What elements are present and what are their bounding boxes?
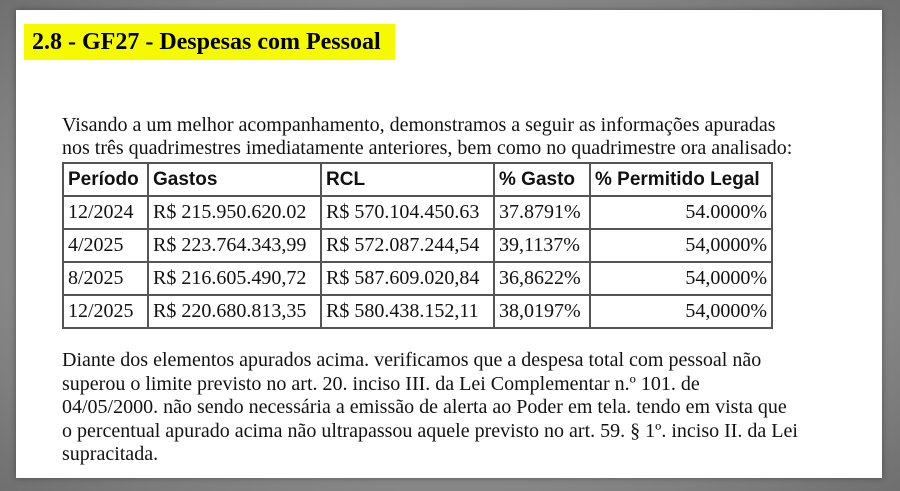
conclusion-line: Diante dos elementos apurados acima. verificamos que a despesa total com pessoal não <box>62 349 762 371</box>
cell-periodo: 4/2025 <box>63 229 148 262</box>
table-header-row <box>63 163 772 196</box>
table-row <box>63 262 772 295</box>
document-page <box>16 10 882 478</box>
cell-rcl: R$ 580.438.152,11 <box>321 295 494 328</box>
cell-percent-permitido: 54,0000% <box>590 229 772 262</box>
personnel-expense-table <box>62 162 773 329</box>
cell-percent-permitido: 54,0000% <box>590 262 772 295</box>
cell-percent-gasto: 39,1137% <box>494 229 590 262</box>
table-row <box>63 196 772 229</box>
cell-percent-gasto: 36,8622% <box>494 262 590 295</box>
cell-rcl: R$ 572.087.244,54 <box>321 229 494 262</box>
cell-periodo: 8/2025 <box>63 262 148 295</box>
cell-gastos: R$ 215.950.620.02 <box>148 196 321 229</box>
section-heading: 2.8 - GF27 - Despesas com Pessoal <box>24 24 395 60</box>
table-row <box>63 295 772 328</box>
cell-rcl: R$ 570.104.450.63 <box>321 196 494 229</box>
conclusion-line: superou o limite previsto no art. 20. inciso III. da Lei Complementar n.º 101. de <box>62 372 700 395</box>
intro-line: Visando a um melhor acompanhamento, demonstramos a seguir as informações apuradas <box>62 114 776 136</box>
cell-percent-permitido: 54.0000% <box>590 196 772 229</box>
table-row <box>63 229 772 262</box>
cell-percent-gasto: 37.8791% <box>494 196 590 229</box>
conclusion-paragraph <box>62 349 862 467</box>
conclusion-line: supracitada. <box>62 443 159 465</box>
cell-gastos: R$ 216.605.490,72 <box>148 262 321 295</box>
conclusion-line: o percentual apurado acima não ultrapassou aquele previsto no art. 59. § 1º. inciso II. da Lei <box>62 419 798 442</box>
intro-paragraph <box>62 114 862 160</box>
cell-rcl: R$ 587.609.020,84 <box>321 262 494 295</box>
cell-percent-permitido: 54,0000% <box>590 295 772 328</box>
cell-periodo: 12/2025 <box>63 295 148 328</box>
cell-gastos: R$ 223.764.343,99 <box>148 229 321 262</box>
conclusion-line: 04/05/2000. não sendo necessária a emissão de alerta ao Poder em tela. tendo em vista que <box>62 396 787 418</box>
header-periodo: Período <box>63 163 148 196</box>
intro-line: nos três quadrimestres imediatamente anteriores, bem como no quadrimestre ora analisado: <box>62 137 793 159</box>
cell-gastos: R$ 220.680.813,35 <box>148 295 321 328</box>
header-percent-permitido: % Permitido Legal <box>590 163 772 196</box>
header-percent-gasto: % Gasto <box>494 163 590 196</box>
header-gastos: Gastos <box>148 163 321 196</box>
cell-percent-gasto: 38,0197% <box>494 295 590 328</box>
cell-periodo: 12/2024 <box>63 196 148 229</box>
header-rcl: RCL <box>321 163 494 196</box>
